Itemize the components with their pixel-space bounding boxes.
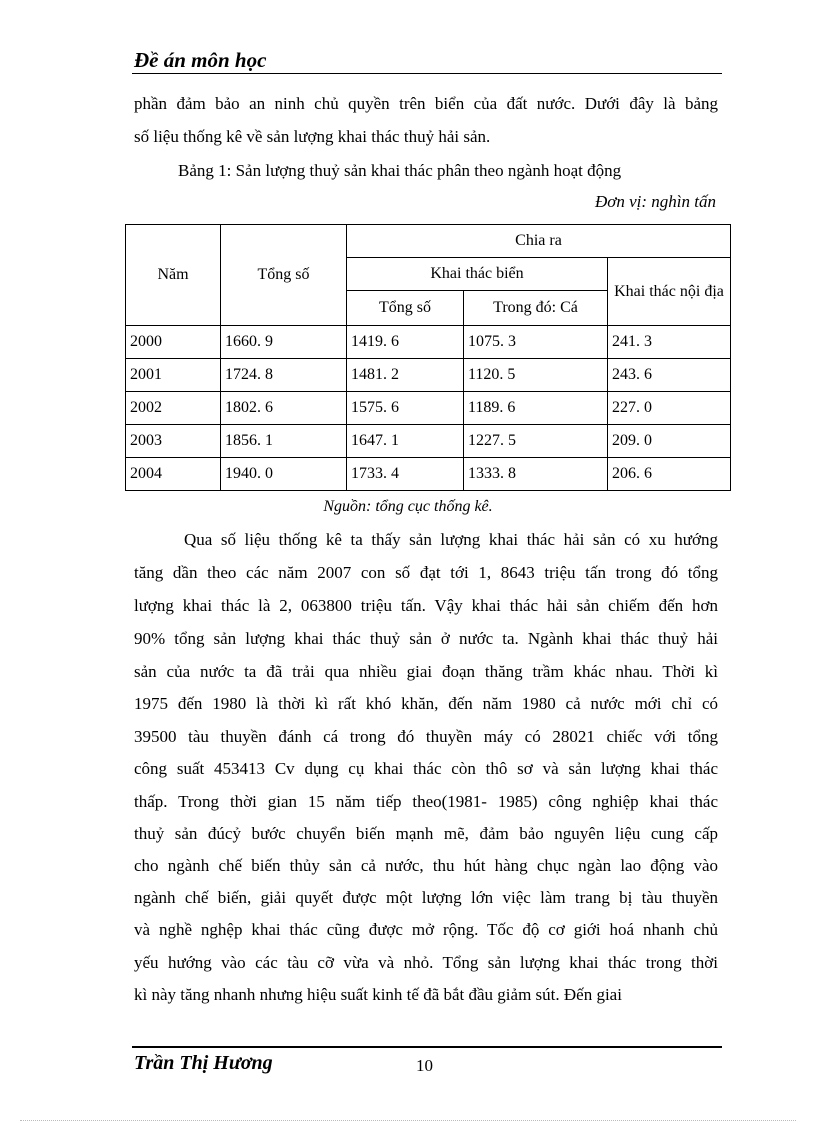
table-row: [126, 326, 731, 359]
header-year: Năm: [126, 225, 221, 326]
cell-sea-total: 1419. 6: [347, 326, 464, 359]
paragraph-line-1: Qua số liệu thống kê ta thấy sản lượng khai thác hải sản có xu hướng: [184, 530, 718, 549]
cell-total: 1856. 1: [221, 425, 347, 458]
cell-inland: 243. 6: [608, 359, 731, 392]
paragraph-line-4: 90% tổng sản lượng khai thác thuỷ sản ở nước ta. Ngành khai thác thuỷ hải: [134, 629, 718, 648]
paragraph-line-13: và nghề nghệp khai thác cũng được mở rộng. Tốc độ cơ giới hoá nhanh chủ: [134, 920, 718, 939]
cell-sea-total: 1733. 4: [347, 458, 464, 491]
intro-line-1: phần đảm bảo an ninh chủ quyền trên biển của đất nước. Dưới đây là bảng: [134, 94, 718, 113]
intro-line-2: số liệu thống kê về sản lượng khai thác thuỷ hải sản.: [134, 127, 491, 146]
table-caption: Bảng 1: Sản lượng thuỷ sản khai thác phân theo ngành hoạt động: [178, 161, 622, 180]
cell-inland: 241. 3: [608, 326, 731, 359]
cell-total: 1724. 8: [221, 359, 347, 392]
header-inland: Khai thác nội địa: [608, 258, 731, 326]
cell-total: 1660. 9: [221, 326, 347, 359]
cell-sea-total: 1575. 6: [347, 392, 464, 425]
paragraph-line-9: thấp. Trong thời gian 15 năm tiếp theo(1981- 1985) công nghiệp khai thác: [134, 792, 718, 811]
paragraph-line-5: sản của nước ta đã trải qua nhiều giai đoạn thăng trầm khác nhau. Thời kì: [134, 662, 718, 681]
cell-year: 2004: [126, 458, 221, 491]
header-divider: [132, 73, 722, 74]
cell-fish: 1227. 5: [464, 425, 608, 458]
footer-author: Trần Thị Hương: [134, 1052, 273, 1074]
document-header-title: Đề án môn học: [134, 48, 267, 72]
cell-fish: 1120. 5: [464, 359, 608, 392]
header-sea: Khai thác biển: [347, 258, 608, 291]
cell-sea-total: 1647. 1: [347, 425, 464, 458]
header-breakdown: Chia ra: [347, 225, 731, 258]
footer-divider: [132, 1046, 722, 1048]
page-number: 10: [416, 1056, 433, 1075]
cell-fish: 1189. 6: [464, 392, 608, 425]
cell-year: 2003: [126, 425, 221, 458]
paragraph-line-12: ngành chế biến, giải quyết được một lượng lớn việc làm trang bị tàu thuyền: [134, 888, 718, 907]
header-sea-fish: Trong đó: Cá: [464, 291, 608, 326]
paragraph-line-14: yếu hướng vào các tàu cỡ vừa và nhỏ. Tổng sản lượng khai thác trong thời: [134, 953, 718, 972]
cell-fish: 1075. 3: [464, 326, 608, 359]
paragraph-line-2: tăng dần theo các năm 2007 con số đạt tới 1, 8643 triệu tấn trong đó tổng: [134, 563, 718, 582]
cell-inland: 209. 0: [608, 425, 731, 458]
table-source: Nguồn: tổng cục thống kê.: [323, 498, 493, 515]
paragraph-line-6: 1975 đến 1980 là thời kì rất khó khăn, đến năm 1980 cả nước mới chỉ có: [134, 694, 718, 713]
paragraph-line-7: 39500 tàu thuyền đánh cá trong đó thuyền máy có 28021 chiếc với tổng: [134, 727, 718, 746]
cell-year: 2002: [126, 392, 221, 425]
cell-sea-total: 1481. 2: [347, 359, 464, 392]
production-table: [125, 224, 731, 491]
paragraph-line-11: cho ngành chế biến thủy sản cả nước, thu hút hàng chục ngàn lao động vào: [134, 856, 718, 875]
cell-year: 2000: [126, 326, 221, 359]
table-row: [126, 359, 731, 392]
cell-total: 1802. 6: [221, 392, 347, 425]
table-row: [126, 392, 731, 425]
cell-fish: 1333. 8: [464, 458, 608, 491]
cell-year: 2001: [126, 359, 221, 392]
table-row: [126, 425, 731, 458]
table-row: [126, 458, 731, 491]
header-total: Tổng số: [221, 225, 347, 326]
page-bottom-dotted-line: [20, 1120, 796, 1121]
cell-inland: 206. 6: [608, 458, 731, 491]
paragraph-line-10: thuỷ sản đúcỷ bước chuyển biến mạnh mẽ, đảm bảo nguyên liệu cung cấp: [134, 824, 718, 843]
paragraph-line-15: kì này tăng nhanh nhưng hiệu suất kinh tế đã bắt đầu giảm sút. Đến giai: [134, 985, 622, 1004]
cell-total: 1940. 0: [221, 458, 347, 491]
cell-inland: 227. 0: [608, 392, 731, 425]
paragraph-line-3: lượng khai thác là 2, 063800 triệu tấn. Vậy khai thác hải sản chiếm đến hơn: [134, 596, 718, 615]
table-unit: Đơn vị: nghìn tấn: [595, 192, 716, 211]
paragraph-line-8: công suất 453413 Cv dụng cụ khai thác còn thô sơ và sản lượng khai thác: [134, 759, 718, 778]
header-sea-total: Tổng số: [347, 291, 464, 326]
